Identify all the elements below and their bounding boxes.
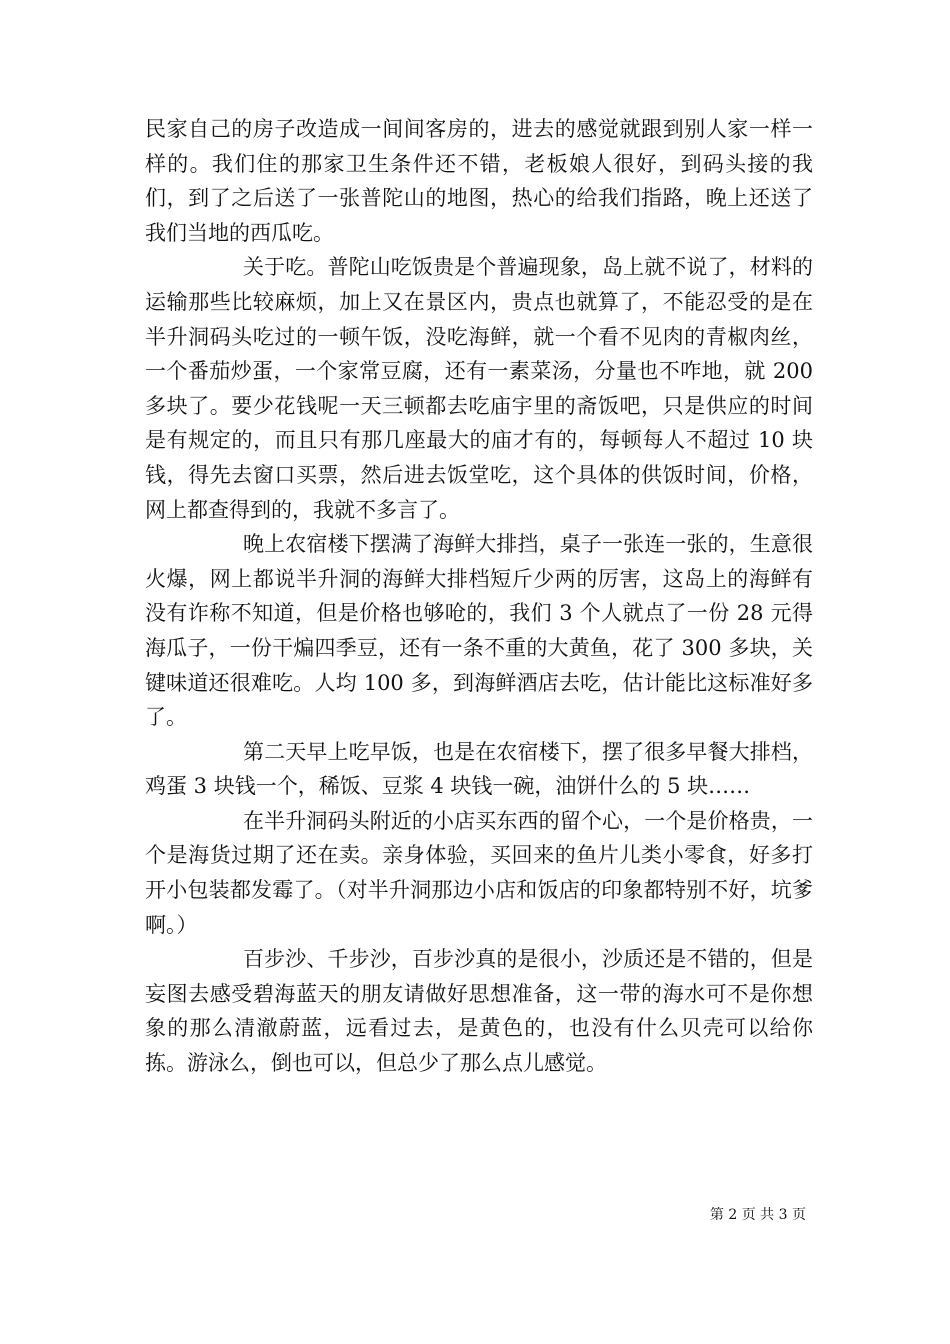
paragraph-3: 晚上农宿楼下摆满了海鲜大排挡，桌子一张连一张的，生意很火爆，网上都说半升洞的海鲜大排档短斤少两的厉害，这岛上的海鲜有没有诈称不知道，但是价格也够呛的，我们 3 个人就点了一份 28 元得海瓜子，一份干煸四季豆，还有一条不重的大黄鱼，花了 300 多块，关键味道还很难吃。人均 100 多，到海鲜酒店去吃，估计能比这标准好多了。 <box>145 532 813 730</box>
paragraph-1: 民家自己的房子改造成一间间客房的，进去的感觉就跟到别人家一样一样的。我们住的那家卫生条件还不错，老板娘人很好，到码头接的我们，到了之后送了一张普陀山的地图，热心的给我们指路，晚上还送了我们当地的西瓜吃。 <box>145 117 813 245</box>
document-body <box>145 112 813 1081</box>
paragraph-6: 百步沙、千步沙，百步沙真的是很小，沙质还是不错的，但是妄图去感受碧海蓝天的朋友请做好思想准备，这一带的海水可不是你想象的那么清澈蔚蓝，远看过去，是黄色的，也没有什么贝壳可以给你拣。游泳么，倒也可以，但总少了那么点儿感觉。 <box>145 947 813 1076</box>
paragraph-4: 第二天早上吃早饭，也是在农宿楼下，摆了很多早餐大排档，鸡蛋 3 块钱一个，稀饭、豆浆 4 块钱一碗，油饼什么的 5 块…… <box>145 739 813 799</box>
paragraph-5: 在半升洞码头附近的小店买东西的留个心，一个是价格贵，一个是海货过期了还在卖。亲身体验，买回来的鱼片儿类小零食，好多打开小包装都发霉了。（对半升洞那边小店和饭店的印象都特别不好，坑爹啊。） <box>145 808 813 937</box>
paragraph-2: 关于吃。普陀山吃饭贵是个普遍现象，岛上就不说了，材料的运输那些比较麻烦，加上又在景区内，贵点也就算了，不能忍受的是在半升洞码头吃过的一顿午饭，没吃海鲜，就一个看不见肉的青椒肉丝，一个番茄炒蛋，一个家常豆腐，还有一素菜汤，分量也不咋地，就 200 多块了。要少花钱呢一天三顿都去吃庙宇里的斋饭吧，只是供应的时间是有规定的，而且只有那几座最大的庙才有的，每顿每人不超过 10 块钱，得先去窗口买票，然后进去饭堂吃，这个具体的供饭时间，价格，网上都查得到的，我就不多言了。 <box>145 255 813 522</box>
page-number-footer: 第 2 页 共 3 页 <box>709 1207 806 1223</box>
